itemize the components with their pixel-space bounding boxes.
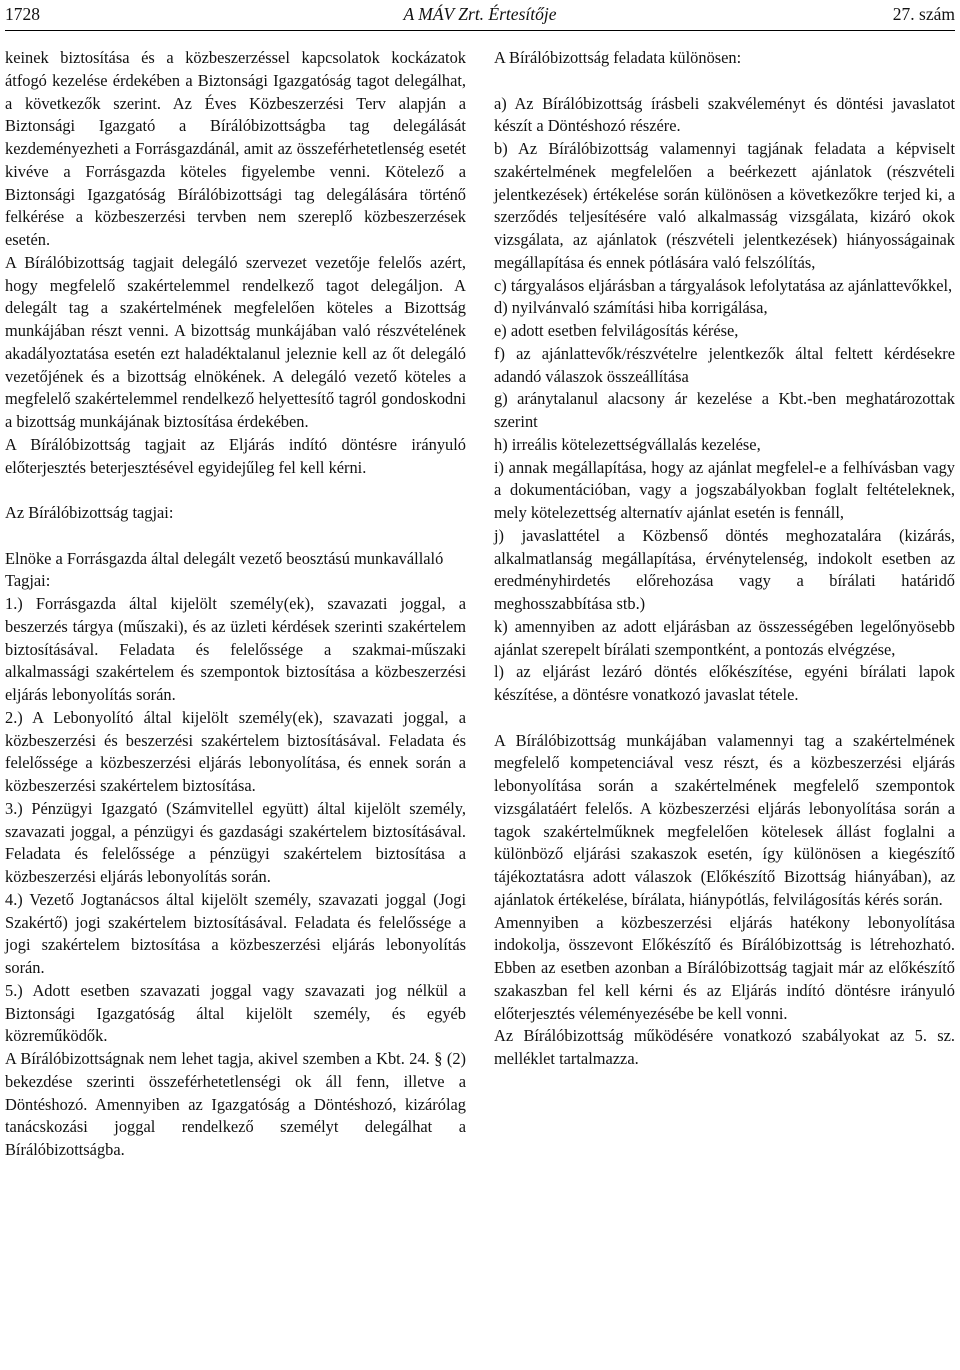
header-rule xyxy=(5,30,955,31)
member-item-5: 5.) Adott esetben szavazati joggal vagy szavazati jog nélkül a Biztonsági Igazgatóság által kijelölt személy, és egyéb közreműködők. xyxy=(5,980,466,1046)
task-item-l: l) az eljárást lezáró döntés előkészítése, egyéni bírálati lapok készítése, a döntésre vonatkozó javaslat tétele. xyxy=(494,662,955,704)
page-header xyxy=(5,3,955,29)
right-column xyxy=(494,47,955,1071)
paragraph-annex-reference: Az Bírálóbizottság működésére vonatkozó szabályokat az 5. sz. melléklet tartalmazza. xyxy=(494,1026,955,1068)
paragraph-merged-committee: Amennyiben a közbeszerzési eljárás hatékony lebonyolítása indokolja, összevont Előkészítő és Bírálóbizottság is létrehozható. Ebben az esetben azonban a Bírálóbizottság tagjait már az előkészítő szakaszban fel kell kérni és az Eljárás indító döntésre irányuló előterjesztés véleményezésébe be kell vonni. xyxy=(494,912,955,1023)
paragraph-invitation: A Bírálóbizottság tagjait az Eljárás indító döntésre irányuló előterjesztés beterjesztésével egyidejűleg fel kell kérni. xyxy=(5,434,466,477)
member-item-2: 2.) A Lebonyolító által kijelölt személy(ek), szavazati joggal, a közbeszerzési és beszerzési szakértelem biztosításával. Feladata és felelőssége a közbeszerzési eljárás lebonyolítása, és ennek során a közbeszerzési szakértelem biztosítása. xyxy=(5,707,466,795)
task-item-j: j) javaslattétel a Közbenső döntés meghozatalára (kizárás, alkalmatlanság megállapítása, érvénytelenség, indokolt esetben az eredményhirdetés előrehozása vagy a bírálati határidő meghosszabbítása stb.) xyxy=(494,525,955,613)
issue-number: 27. szám xyxy=(892,4,955,24)
left-column xyxy=(5,47,466,1162)
paragraph-security-delegation: keinek biztosítása és a közbeszerzéssel kapcsolatok kockázatok átfogó kezelése érdekében a Biztonsági Igazgatóság tagot delegálhat, a következők szerint. Az Éves Közbeszerzési Terv alapján a Biztonsági Igazgató a Bírálóbizottságba tag delegálását kezdeményezheti a Forrásgazdánál, amit az összeférhetetlenség esetét kivéve a Forrásgazda köteles figyelembe venni. Kötelező a Biztonsági Igazgatóság Bírálóbizottsági tag delegálására történő felkérése a közbeszerzési tervben nem szereplő közbeszerzések esetén. xyxy=(5,48,466,249)
task-item-i: i) annak megállapítása, hogy az ajánlat megfelel-e a felhívásban vagy a dokumentációban, vagy a jogszabályokban foglalt feltételeknek, mely kötelezettség alternatív ajánlat esetén is fennáll, xyxy=(494,457,955,522)
task-item-e: e) adott esetben felvilágosítás kérése, xyxy=(494,321,739,340)
task-item-h: h) irreális kötelezettségvállalás kezelése, xyxy=(494,434,761,454)
member-item-4: 4.) Vezető Jogtanácsos által kijelölt személy, szavazati joggal (Jogi Szakértő) jogi szakértelem biztosításával. Feladata és felelőssége a jogi szakértelem biztosítása a közbeszerzési eljárás lebonyolítás során. xyxy=(5,889,466,977)
task-item-d: d) nyilvánvaló számítási hiba korrigálása, xyxy=(494,298,768,318)
task-item-k: k) amennyiben az adott eljárásban az összességében legelőnyösebb ajánlat szerepelt bírálati szempontként, a pontozás elvégzése, xyxy=(494,616,955,659)
task-item-b: b) Az Bírálóbizottság valamennyi tagjának feladata a képviselt szakértelmének megfelelően a beérkezett ajánlatok (részvételi jelentkezések) értékelése során különösen a következőkre terjed ki, a szerződés teljesítésére való alkalmasság vizsgálata, kizáró okok vizsgálata, az ajánlatok (részvételi jelentkezések) hiányosságainak megállapítása és ennek pótlására való felszólítás, xyxy=(494,139,955,272)
paragraph-delegating-manager: A Bírálóbizottság tagjait delegáló szervezet vezetője felelős azért, hogy megfelelő szakértelemmel rendelkező tagot delegáljon. A delegált tag a szakértelmének megfelelően köteles a Bizottság munkájában részt venni. A bizottság munkájában való részvételének akadályoztatása esetén ezt haladéktalanul jeleznie kell az őt delegáló vezetőjének és a bizottság elnökének. A delegáló vezető köteles a megfelelő szakértelemmel rendelkező helyettesítő tagról gondoskodni a bizottság munkájának biztosítása érdekében. xyxy=(5,252,466,431)
member-item-1: 1.) Forrásgazda által kijelölt személy(ek), szavazati joggal, a beszerzés tárgya (műszaki), és az üzleti kérdések szerinti szakértelem biztosításával. Feladata és felelőssége a szakmai-műszaki alkalmassági szakértelem és szempontok biztosítása a közbeszerzési eljárás lebonyolítás során. xyxy=(5,594,466,704)
task-item-g: g) aránytalanul alacsony ár kezelése a Kbt.-ben meghatározottak szerint xyxy=(494,389,955,431)
page-number: 1728 xyxy=(5,4,40,24)
chair-line: Elnöke a Forrásgazda által delegált vezető beosztású munkavállaló xyxy=(5,548,444,568)
task-item-a: a) Az Bírálóbizottság írásbeli szakvéleményt és döntési javaslatot készít a Döntéshozó részére. xyxy=(494,93,955,136)
tasks-heading: A Bírálóbizottság feladata különösen: xyxy=(494,48,742,67)
paragraph-conflict-of-interest: A Bírálóbizottságnak nem lehet tagja, akivel szemben a Kbt. 24. § (2) bekezdése szerinti összeférhetetlenségi ok áll fenn, illetve a Döntéshozó. Amennyiben az Igazgatóság a Döntéshozó, kizárólag tanácskozási joggal rendelkező személyt delegálhat a Bírálóbizottságba. xyxy=(5,1049,466,1159)
paragraph-member-competence: A Bírálóbizottság munkájában valamennyi tag a szakértelmének megfelelő kompetenciával vesz részt, és a közbeszerzési eljárás lebonyolítása során a szakértelmének megfelelő szempontok vizsgálatáért felelős. A közbeszerzési eljárás lebonyolítása során a tagok szakértelműknek megfelelően kötelesek állást foglalni a különböző eljárási szakaszok esetén, így különösen a kiegészítő tájékoztatásra adott válaszok (Előkészítő Bizottság hiányában), az ajánlatok értékelése, bírálata, hiánypótlás, felvilágosítás kérés során. xyxy=(494,730,955,909)
member-item-3: 3.) Pénzügyi Igazgató (Számvitellel együtt) által kijelölt személy, szavazati joggal, a pénzügyi és gazdasági szakértelem biztosításával. Feladata és felelőssége a pénzügyi szakértelem biztosítása a közbeszerzési eljárás lebonyolítás során. xyxy=(5,798,466,886)
task-item-c: c) tárgyalásos eljárásban a tárgyalások lefolytatása az ajánlattevőkkel, xyxy=(494,275,953,295)
journal-title: A MÁV Zrt. Értesítője xyxy=(403,4,557,24)
members-label: Tagjai: xyxy=(5,571,51,591)
task-item-f: f) az ajánlattevők/részvételre jelentkezők által feltett kérdésekre adandó válaszok összeállítása xyxy=(494,343,955,386)
members-heading: Az Bírálóbizottság tagjai: xyxy=(5,503,174,522)
